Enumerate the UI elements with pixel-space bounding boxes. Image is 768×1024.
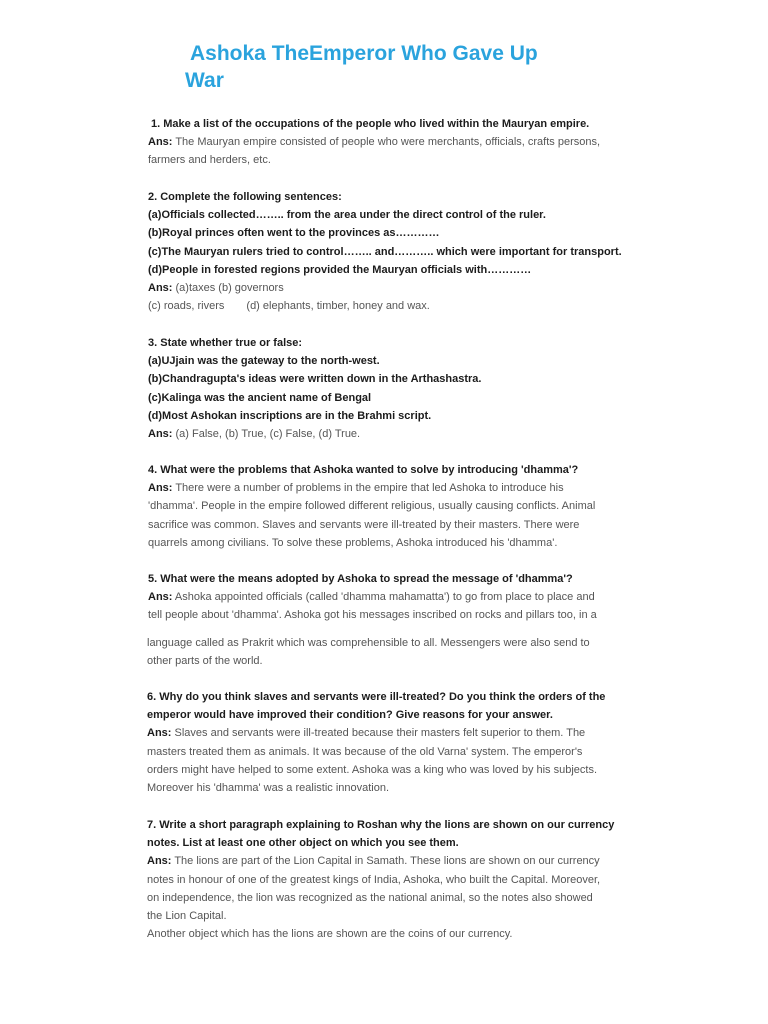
sentence: (b)Royal princes often went to the provinces as…………	[148, 227, 440, 240]
answer-text: masters treated them as animals. It was because of the old Varna' system. The emperor's	[147, 745, 583, 758]
question-1	[148, 115, 648, 170]
question-text: 4. What were the problems that Ashoka wanted to solve by introducing 'dhamma'?	[148, 464, 579, 476]
statement: (c)Kalinga was the ancient name of Bengal	[148, 391, 372, 404]
answer-text: The Mauryan empire consisted of people who were merchants, officials, crafts persons,	[175, 136, 601, 149]
answer-text: quarrels among civilians. To solve these problems, Ashoka introduced his 'dhamma'.	[148, 536, 558, 549]
question-7	[147, 816, 647, 943]
question-4	[148, 461, 648, 552]
answer-text: (c) roads, rivers	[148, 300, 225, 313]
question-text: 6. Why do you think slaves and servants were ill-treated? Do you think the orders of the	[147, 691, 606, 703]
answer-label: Ans:	[148, 282, 173, 295]
question-text: 3. State whether true or false:	[148, 337, 303, 349]
answer-text: sacrifice was common. Slaves and servants were ill-treated by their masters. There were	[148, 518, 580, 531]
answer-text: language called as Prakrit which was comprehensible to all. Messengers were also send to	[147, 637, 590, 649]
question-text: 5. What were the means adopted by Ashoka to spread the message of 'dhamma'?	[148, 573, 573, 585]
question-text: emperor would have improved their condition? Give reasons for your answer.	[147, 709, 553, 722]
answer-label: Ans:	[148, 482, 173, 495]
page-title	[185, 40, 605, 94]
statement: (a)UJjain was the gateway to the north-west.	[148, 355, 380, 368]
answer-label: Ans:	[148, 591, 173, 604]
answer-label: Ans:	[148, 428, 173, 441]
question-text: notes. List at least one other object on which you see them.	[147, 837, 459, 850]
answer-text: Slaves and servants were ill-treated because their masters felt superior to them. The	[174, 727, 586, 740]
answer-text: other parts of the world.	[147, 655, 263, 668]
answer-text: There were a number of problems in the empire that led Ashoka to introduce his	[175, 482, 564, 495]
question-text: 2. Complete the following sentences:	[148, 191, 342, 203]
title-line-1: Ashoka TheEmperor Who Gave Up	[190, 42, 538, 65]
answer-text: Moreover his 'dhamma' was a realistic innovation.	[147, 782, 390, 795]
question-5-continued	[147, 634, 647, 670]
question-6	[147, 688, 647, 797]
answer-text: Ashoka appointed officials (called 'dhamma mahamatta') to go from place to place and	[174, 591, 595, 604]
answer-label: Ans:	[148, 136, 173, 149]
answer-text: The lions are part of the Lion Capital in Samath. These lions are shown on our currency	[174, 855, 600, 868]
answer-text: (d) elephants, timber, honey and wax.	[246, 300, 430, 313]
question-text: 7. Write a short paragraph explaining to Roshan why the lions are shown on our currency	[147, 819, 615, 831]
answer-text: tell people about 'dhamma'. Ashoka got his messages inscribed on rocks and pillars too, in a	[148, 609, 597, 622]
question-2	[148, 188, 648, 315]
answer-text: 'dhamma'. People in the empire followed different religious, usually causing conflicts. Animal	[148, 500, 596, 513]
answer-text: notes in honour of one of the greatest kings of India, Ashoka, who built the Capital. Moreover,	[147, 873, 601, 886]
answer-label: Ans:	[147, 727, 172, 740]
answer-text: on independence, the lion was recognized as the national animal, so the notes also showed	[147, 891, 593, 904]
question-text: 1. Make a list of the occupations of the people who lived within the Mauryan empire.	[151, 118, 590, 130]
answer-label: Ans:	[147, 855, 172, 868]
question-3	[148, 334, 648, 443]
sentence: (a)Officials collected…….. from the area under the direct control of the ruler.	[148, 209, 546, 222]
answer-text: the Lion Capital.	[147, 910, 227, 923]
answer-text: farmers and herders, etc.	[148, 154, 271, 167]
answer-text: orders might have helped to some extent. Ashoka was a king who was loved by his subjects.	[147, 763, 598, 776]
statement: (d)Most Ashokan inscriptions are in the Brahmi script.	[148, 409, 432, 422]
sentence: (d)People in forested regions provided the Mauryan officials with…………	[148, 263, 532, 276]
statement: (b)Chandragupta's ideas were written down in the Arthashastra.	[148, 373, 482, 386]
answer-text: (a)taxes (b) governors	[175, 282, 284, 295]
answer-text: (a) False, (b) True, (c) False, (d) True.	[175, 428, 361, 441]
title-line-2: War	[185, 69, 224, 92]
sentence: (c)The Mauryan rulers tried to control…….. and……….. which were important for transport.	[148, 245, 622, 258]
question-5	[148, 570, 648, 625]
answer-text: Another object which has the lions are shown are the coins of our currency.	[147, 928, 513, 941]
